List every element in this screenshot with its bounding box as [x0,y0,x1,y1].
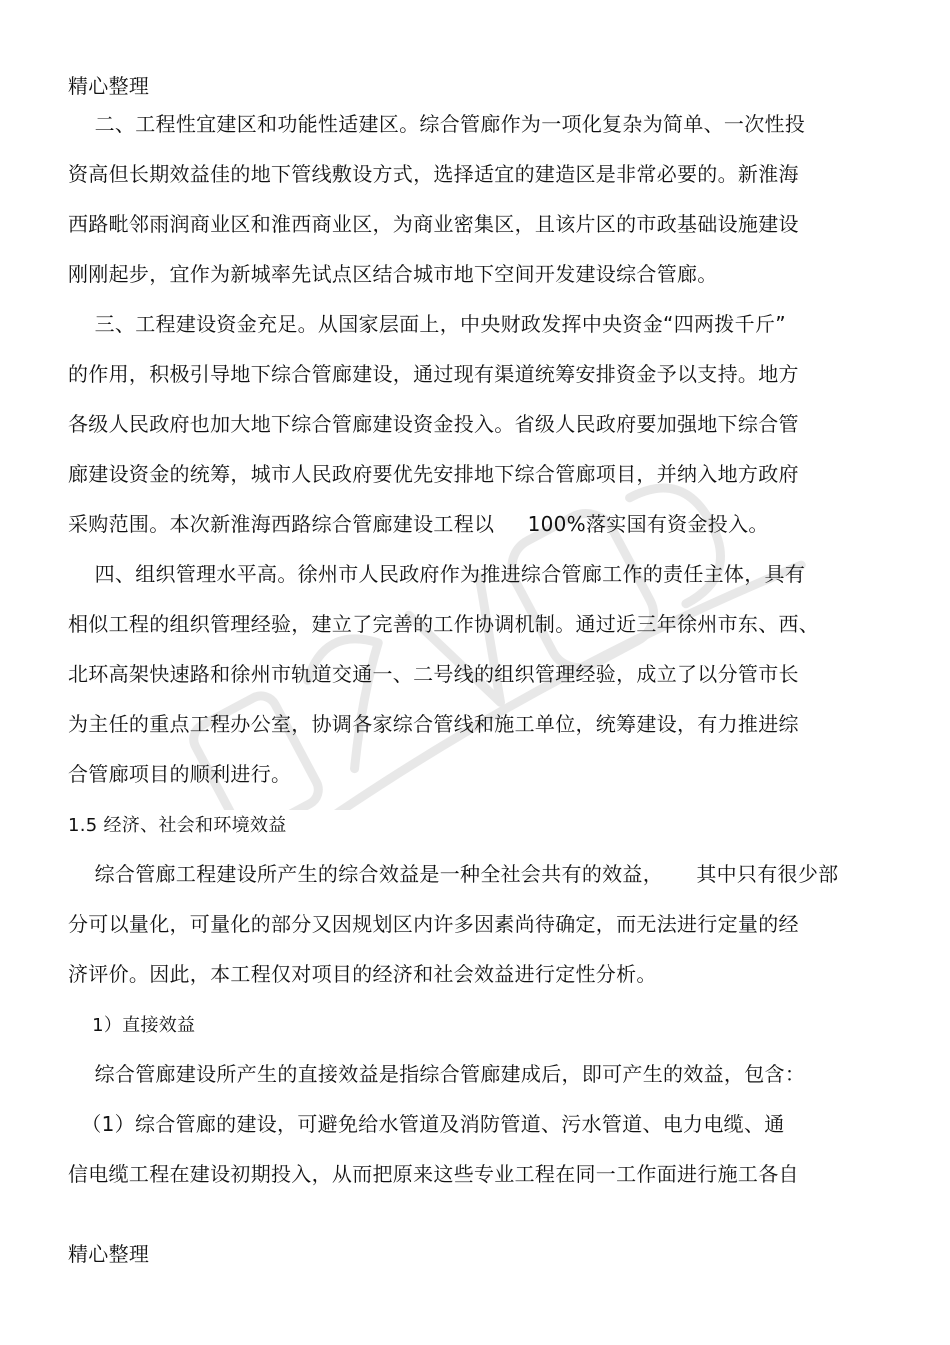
paragraph-line: 为主任的重点工程办公室，协调各家综合管线和施工单位，统筹建设，有力推进综 [68,712,799,736]
paragraph-line: 采购范围。本次新淮海西路综合管廊建设工程以 100%落实国有资金投入。 [68,512,769,536]
paragraph-line: 二、工程性宜建区和功能性适建区。综合管廊作为一项化复杂为简单、一次性投 [68,112,806,136]
paragraph-line: 西路毗邻雨润商业区和淮西商业区，为商业密集区，且该片区的市政基础设施建设 [68,212,799,236]
paragraph-line: 三、工程建设资金充足。从国家层面上，中央财政发挥中央资金“四两拨千斤” [68,312,786,336]
paragraph-line: 相似工程的组织管理经验，建立了完善的工作协调机制。通过近三年徐州市东、西、 [68,612,820,636]
page-footer-label: 精心整理 [68,1242,150,1266]
paragraph-line: 综合管廊建设所产生的直接效益是指综合管廊建成后，即可产生的效益，包含： [68,1062,806,1086]
paragraph-line: 四、组织管理水平高。徐州市人民政府作为推进综合管廊工作的责任主体，具有 [68,562,806,586]
paragraph-line: 北环高架快速路和徐州市轨道交通一、二号线的组织管理经验，成立了以分管市长 [68,662,799,686]
paragraph-line: 综合管廊工程建设所产生的综合效益是一种全社会共有的效益， 其中只有很少部 [68,862,839,886]
subsection-heading: 1）直接效益 [68,1015,196,1036]
paragraph-line: 济评价。因此，本工程仅对项目的经济和社会效益进行定性分析。 [68,962,657,986]
paragraph-line: 资高但长期效益佳的地下管线敷设方式，选择适宜的建造区是非常必要的。新淮海 [68,162,799,186]
paragraph-line: 刚刚起步，宜作为新城率先试点区结合城市地下空间开发建设综合管廊。 [68,262,718,286]
paragraph-line: （1）综合管廊的建设，可避免给水管道及消防管道、污水管道、电力电缆、通 [68,1112,785,1136]
section-heading: 1.5 经济、社会和环境效益 [68,815,287,836]
paragraph-line: 廊建设资金的统筹，城市人民政府要优先安排地下综合管廊项目，并纳入地方政府 [68,462,799,486]
paragraph-line: 的作用，积极引导地下综合管廊建设，通过现有渠道统筹安排资金予以支持。地方 [68,362,799,386]
paragraph-line: 信电缆工程在建设初期投入，从而把原来这些专业工程在同一工作面进行施工各自 [68,1162,799,1186]
paragraph-line: 合管廊项目的顺利进行。 [68,762,292,786]
paragraph-line: 各级人民政府也加大地下综合管廊建设资金投入。省级人民政府要加强地下综合管 [68,412,799,436]
paragraph-line: 分可以量化，可量化的部分又因规划区内许多因素尚待确定，而无法进行定量的经 [68,912,799,936]
page-header-label: 精心整理 [68,74,150,98]
